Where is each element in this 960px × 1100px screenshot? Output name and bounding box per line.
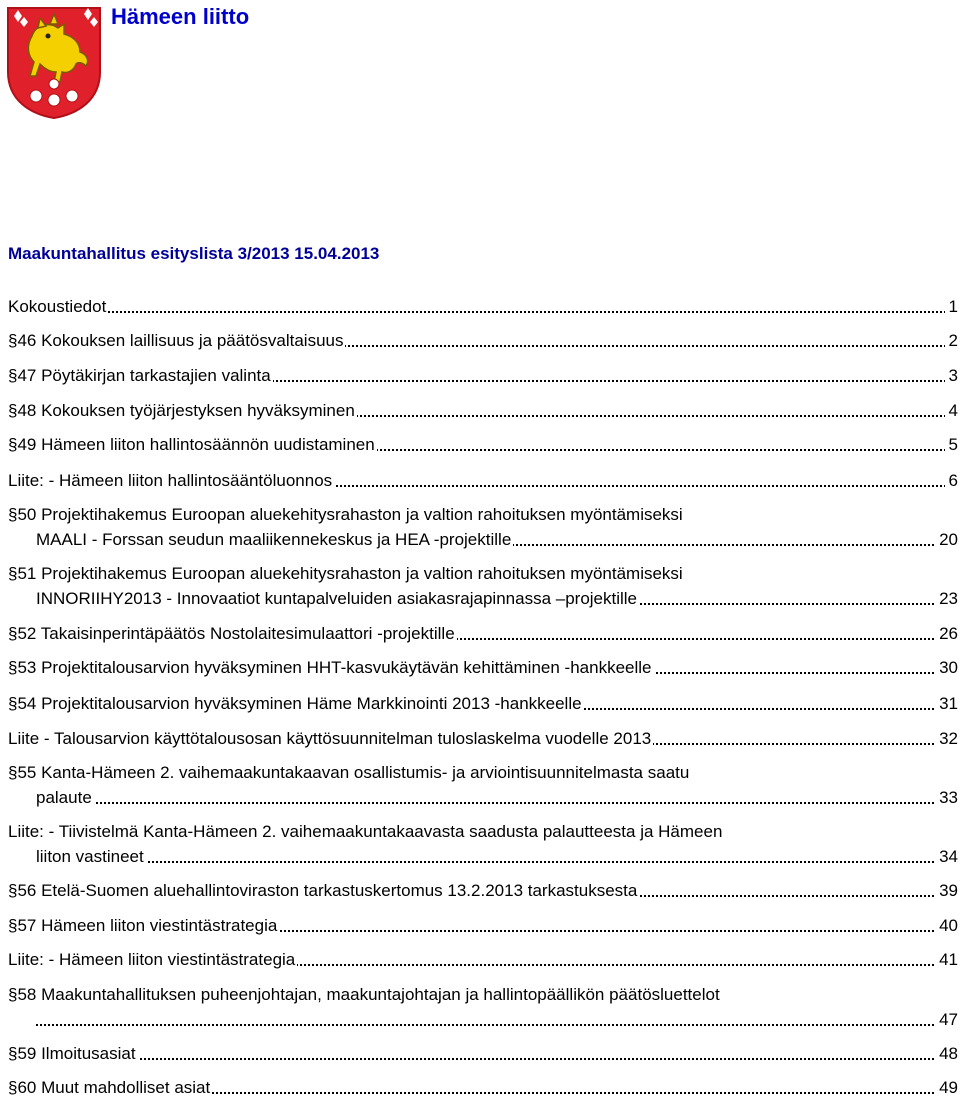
toc-entry[interactable] (8, 1077, 958, 1099)
toc-entry-title[interactable]: §55 Kanta-Hämeen 2. vaihemaakuntakaavan osallistumis- ja arviointisuunnitelmasta saatu (8, 763, 690, 782)
toc-entry-title: Liite: - Hämeen liiton hallintosääntöluonnos (8, 471, 333, 490)
toc-page-number: 49 (935, 1077, 958, 1099)
toc-entry-title[interactable]: §50 Projektihakemus Euroopan aluekehitysrahaston ja valtion rahoituksen myöntämiseksi (8, 505, 683, 524)
toc-page-number: 6 (945, 470, 958, 492)
toc-page-number: 20 (935, 529, 958, 551)
toc-entry[interactable] (8, 846, 958, 868)
toc-entry-title: MAALI - Forssan seudun maaliikennekeskus ja HEA -projektille (36, 530, 512, 549)
toc-entry-title: Liite - Talousarvion käyttötalousosan käyttösuunnitelman tuloslaskelma vuodelle 2013 (8, 729, 652, 748)
toc-page-number: 5 (945, 434, 958, 456)
toc-entry-title: palaute (36, 788, 92, 807)
toc-page-number: 30 (935, 657, 958, 679)
toc-entry[interactable] (8, 434, 958, 456)
coat-of-arms-lynx-icon (6, 6, 102, 120)
toc-entry-title: INNORIIHY2013 - Innovaatiot kuntapalveluiden asiakasrajapinnassa –projektille (36, 589, 638, 608)
toc-page-number: 41 (935, 949, 958, 971)
toc-page-number: 34 (935, 846, 958, 868)
toc-entry-title[interactable]: §58 Maakuntahallituksen puheenjohtajan, maakuntajohtajan ja hallintopäällikön päätösluettelot (8, 985, 720, 1004)
toc-entry-title: §60 Muut mahdolliset asiat (8, 1078, 211, 1097)
toc-entry[interactable] (8, 470, 958, 492)
toc-entry-title: §46 Kokouksen laillisuus ja päätösvaltaisuus (8, 331, 344, 350)
toc-entry[interactable] (8, 529, 958, 551)
toc-entry-title[interactable]: Liite: - Tiivistelmä Kanta-Hämeen 2. vaihemaakuntakaavasta saadusta palautteesta ja Hämeen (8, 822, 723, 841)
toc-entry[interactable] (8, 296, 958, 318)
toc-page-number: 2 (945, 330, 958, 352)
toc-entry[interactable] (8, 880, 958, 902)
toc-page-number: 33 (935, 787, 958, 809)
toc-page-number: 31 (935, 693, 958, 715)
toc-leader-dots (8, 311, 958, 313)
toc-entry[interactable] (8, 657, 958, 679)
toc-leader-dots (36, 1024, 958, 1026)
toc-page-number: 48 (935, 1043, 958, 1065)
toc-leader-dots (8, 1058, 958, 1060)
toc-entry-title: §48 Kokouksen työjärjestyksen hyväksyminen (8, 401, 355, 420)
toc-page-number: 32 (935, 728, 958, 750)
document-title: Maakuntahallitus esityslista 3/2013 15.04.2013 (8, 244, 380, 263)
toc-entry-title: §53 Projektitalousarvion hyväksyminen HHT-kasvukäytävän kehittäminen -hankkeelle (8, 658, 652, 677)
toc-entry[interactable] (8, 787, 958, 809)
toc-entry-title: Liite: - Hämeen liiton viestintästrategia (8, 950, 296, 969)
toc-page-number: 4 (945, 400, 958, 422)
toc-entry[interactable] (8, 588, 958, 610)
toc-entry-title: §52 Takaisinperintäpäätös Nostolaitesimulaattori -projektille (8, 624, 455, 643)
toc-entry[interactable] (8, 400, 958, 422)
toc-entry[interactable] (8, 330, 958, 352)
toc-page-number: 40 (935, 915, 958, 937)
toc-page-number: 3 (945, 365, 958, 387)
toc-entry[interactable] (8, 949, 958, 971)
toc-entry[interactable] (8, 1009, 958, 1031)
toc-page-number: 23 (935, 588, 958, 610)
toc-entry-title: Kokoustiedot (8, 297, 107, 316)
toc-entry-title: §47 Pöytäkirjan tarkastajien valinta (8, 366, 271, 385)
toc-entry[interactable] (8, 915, 958, 937)
toc-entry[interactable] (8, 365, 958, 387)
organization-name: Hämeen liitto (111, 4, 250, 29)
toc-entry[interactable] (8, 623, 958, 645)
toc-entry-title: §59 Ilmoitusasiat (8, 1044, 136, 1063)
toc-entry-title[interactable]: §51 Projektihakemus Euroopan aluekehitysrahaston ja valtion rahoituksen myöntämiseksi (8, 564, 683, 583)
toc-leader-dots (36, 861, 958, 863)
toc-page-number: 1 (945, 296, 958, 318)
toc-page-number: 39 (935, 880, 958, 902)
toc-entry-title: §56 Etelä-Suomen aluehallintoviraston tarkastuskertomus 13.2.2013 tarkastuksesta (8, 881, 638, 900)
toc-entry-title: §49 Hämeen liiton hallintosäännön uudistaminen (8, 435, 375, 454)
toc-entry[interactable] (8, 728, 958, 750)
toc-entry[interactable] (8, 1043, 958, 1065)
toc-page-number: 26 (935, 623, 958, 645)
toc-page-number: 47 (935, 1009, 958, 1031)
toc-leader-dots (36, 802, 958, 804)
toc-entry[interactable] (8, 693, 958, 715)
toc-entry-title: §57 Hämeen liiton viestintästrategia (8, 916, 278, 935)
toc-entry-title: §54 Projektitalousarvion hyväksyminen Häme Markkinointi 2013 -hankkeelle (8, 694, 582, 713)
toc-entry-title: liiton vastineet (36, 847, 144, 866)
